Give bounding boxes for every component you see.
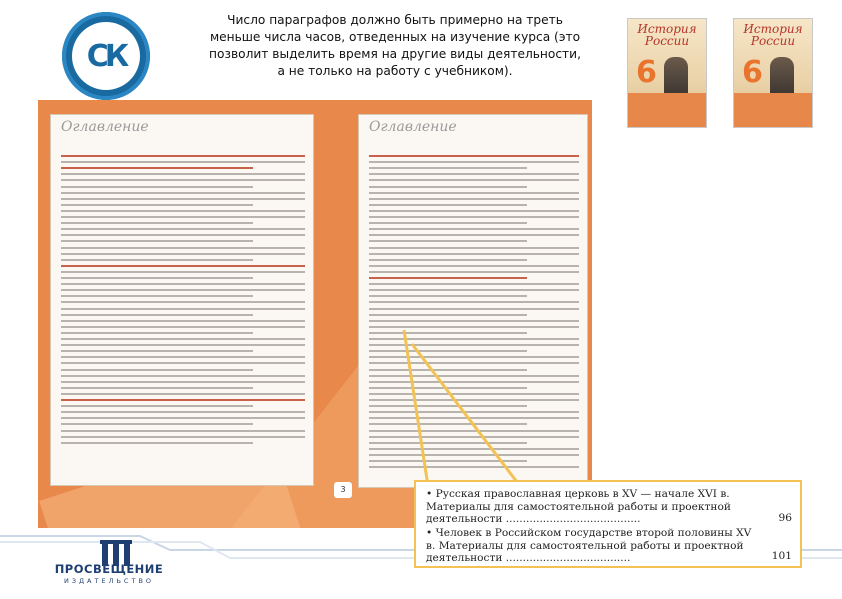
toc-title: Оглавление [61, 119, 149, 135]
zoom-item: • Человек в Российском государстве второй половины XV в. Материалы для самостоятельной работы и проектной деятельности ..................................... [426, 527, 752, 564]
page-number: 3 [334, 482, 352, 498]
heading-line: меньше числа часов, отведенных на изучение курса (это [209, 30, 581, 44]
zoom-item-page: 101 [771, 550, 792, 562]
heading-line: Число параграфов должно быть примерно на треть [227, 13, 563, 27]
cover-grade: 6 [742, 55, 763, 90]
zoom-item: • Русская православная церковь в XV — начале XVI в. Материалы для самостоятельной работы и проектной деятельности ........................................ [426, 488, 731, 525]
cover-grade: 6 [636, 55, 657, 90]
toc-zoom-callout [414, 480, 802, 568]
pointer-line [404, 330, 428, 486]
heading-line: а не только на работу с учебником). [277, 64, 513, 78]
logo-letters: СК [86, 38, 126, 74]
cover-title: История России [743, 22, 803, 48]
publisher-name: ПРОСВЕЩЕНИЕ [54, 562, 164, 576]
zoom-item-page: 96 [778, 512, 792, 524]
pointer-line [412, 344, 520, 486]
toc-title: Оглавление [369, 119, 457, 135]
cover-title: История России [637, 22, 697, 48]
heading-line: позволит выделить время на другие виды деятельности, [209, 47, 581, 61]
publisher-subtitle: ИЗДАТЕЛЬСТВО [63, 577, 155, 585]
